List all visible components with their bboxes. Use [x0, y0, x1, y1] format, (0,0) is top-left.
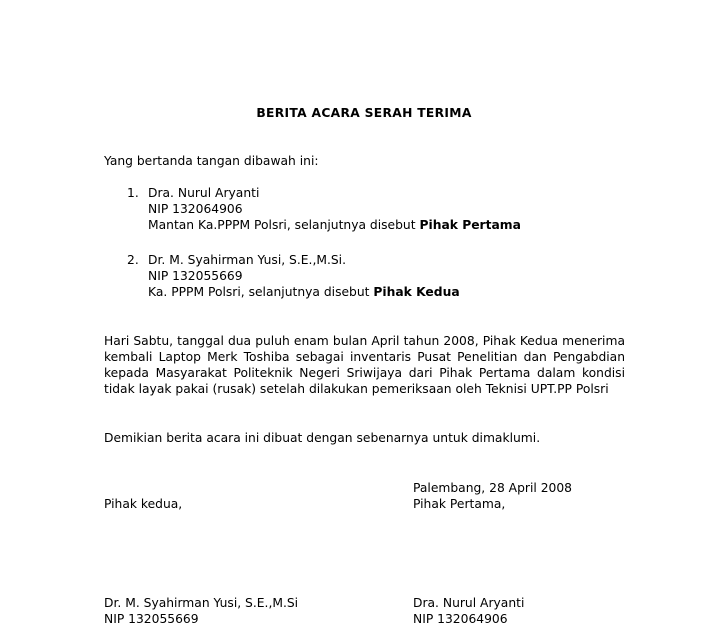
party-name: Dra. Nurul Aryanti	[148, 186, 260, 200]
signature-block-left	[104, 595, 298, 627]
intro-text: Yang bertanda tangan dibawah ini:	[104, 154, 319, 168]
closing-paragraph: Demikian berita acara ini dibuat dengan sebenarnya untuk dimaklumi.	[104, 431, 541, 445]
left-signatory-nip: NIP 132055669	[104, 612, 199, 626]
left-signatory-label: Pihak kedua,	[104, 497, 183, 511]
right-signatory-label: Pihak Pertama,	[413, 497, 506, 511]
party-role-designation: Pihak Kedua	[373, 285, 460, 299]
party-role	[148, 284, 648, 300]
party-role	[148, 217, 648, 233]
signature-label-left	[104, 496, 182, 512]
right-signatory-nip: NIP 132064906	[413, 612, 508, 626]
party-nip: NIP 132055669	[148, 269, 243, 283]
party-name: Dr. M. Syahirman Yusi, S.E.,M.Si.	[148, 253, 347, 267]
party-number: 2.	[127, 253, 139, 267]
party-number: 1.	[127, 186, 139, 200]
document-title: BERITA ACARA SERAH TERIMA	[256, 106, 472, 120]
party-role-text: Ka. PPPM Polsri, selanjutnya disebut	[148, 285, 374, 299]
right-signatory-name: Dra. Nurul Aryanti	[413, 596, 525, 610]
signature-block-right	[413, 595, 524, 627]
party-nip: NIP 132064906	[148, 202, 243, 216]
place-date-text: Palembang, 28 April 2008	[413, 481, 572, 495]
left-signatory-name: Dr. M. Syahirman Yusi, S.E.,M.Si	[104, 596, 299, 610]
signature-label-right	[413, 496, 505, 512]
party-role-text: Mantan Ka.PPPM Polsri, selanjutnya disebut	[148, 218, 420, 232]
party-role-designation: Pihak Pertama	[419, 218, 521, 232]
body-paragraph: Hari Sabtu, tanggal dua puluh enam bulan April tahun 2008, Pihak Kedua menerima kembali Laptop Merk Toshiba sebagai inventaris Pusat Penelitian dan Pengabdian kepada Masyarakat Politeknik Negeri Sriwijaya dari Pihak Pertama dalam kondisi tidak layak pakai (rusak) setelah dilakukan pemeriksaan oleh Teknisi UPT.PP Polsri	[104, 334, 625, 396]
place-date	[413, 480, 572, 496]
